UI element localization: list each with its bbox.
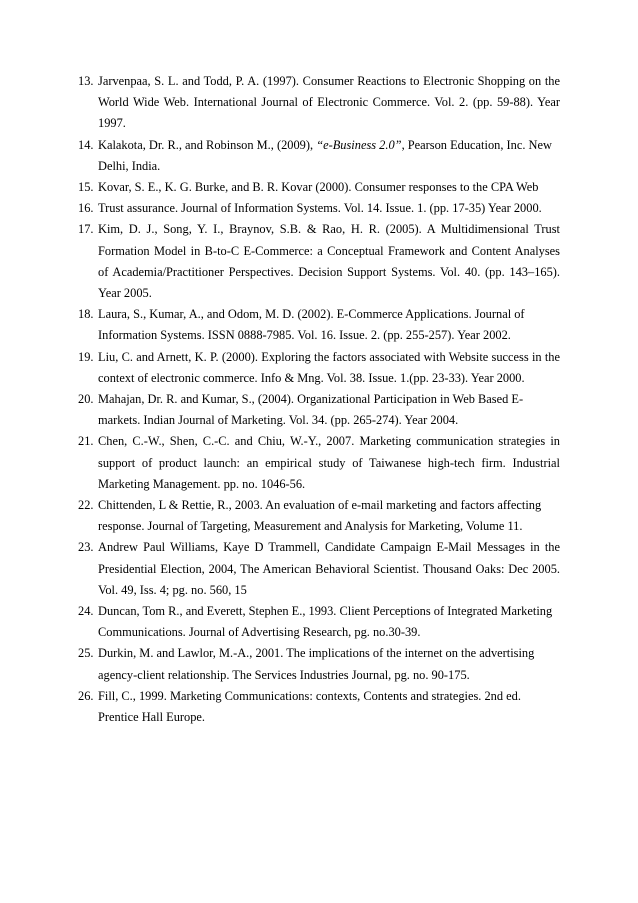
reference-title-italic: “e-Business 2.0” (316, 137, 402, 152)
reference-text: Kim, D. J., Song, Y. I., Braynov, S.B. & Rao, H. R. (2005). A Multidimensional Trust Formation Model in B-to-C E-Commerce: a Conceptual Framework and Content Analyses of Academia/Practitioner Perspectives. Decision Support Systems. Vol. 40. (pp. 143–165). Year 2005. (98, 222, 560, 301)
reference-list (78, 71, 560, 728)
reference-text: Jarvenpaa, S. L. and Todd, P. A. (1997). Consumer Reactions to Electronic Shopping on the World Wide Web. International Journal of Electronic Commerce. Vol. 2. (pp. 59-88). Year 1997. (98, 74, 560, 131)
reference-item (78, 198, 560, 219)
reference-item (78, 601, 560, 643)
reference-number: 16. (78, 201, 94, 216)
reference-number: 14. (78, 137, 94, 152)
reference-item (78, 347, 560, 389)
reference-number: 19. (78, 349, 94, 364)
reference-item (78, 304, 560, 346)
reference-number: 26. (78, 688, 94, 703)
reference-text: Chittenden, L & Rettie, R., 2003. An evaluation of e-mail marketing and factors affecting response. Journal of Targeting, Measurement and Analysis for Marketing, Volume 11. (98, 498, 542, 534)
reference-text-part: Kalakota, Dr. R., and Robinson M., (2009), (98, 137, 317, 152)
reference-item (78, 389, 560, 431)
reference-text: Andrew Paul Williams, Kaye D Trammell, Candidate Campaign E-Mail Messages in the Presidential Election, 2004, The American Behavioral Scientist. Thousand Oaks: Dec 2005. Vol. 49, Iss. 4; pg. no. 560, 15 (98, 540, 560, 597)
reference-text: Kovar, S. E., K. G. Burke, and B. R. Kovar (2000). Consumer responses to the CPA Web (98, 180, 539, 195)
reference-text-part: , Pearson Education, Inc. New Delhi, India. (98, 137, 552, 173)
reference-text (98, 135, 560, 177)
reference-number: 22. (78, 498, 94, 513)
reference-text: Chen, C.-W., Shen, C.-C. and Chiu, W.-Y., 2007. Marketing communication strategies in support of product launch: an empirical study of Taiwanese high-tech firm. Industrial Marketing Management. pp. no. 1046-56. (98, 434, 560, 491)
reference-number: 24. (78, 604, 94, 619)
reference-text: Mahajan, Dr. R. and Kumar, S., (2004). Organizational Participation in Web Based E-markets. Indian Journal of Marketing. Vol. 34. (pp. 265-274). Year 2004. (98, 392, 524, 428)
reference-item (78, 495, 560, 537)
reference-number: 13. (78, 74, 94, 88)
reference-number: 15. (78, 180, 94, 195)
reference-text: Trust assurance. Journal of Information Systems. Vol. 14. Issue. 1. (pp. 17-35) Year 2000. (98, 201, 542, 216)
reference-number: 17. (78, 222, 94, 237)
reference-item (78, 71, 560, 135)
reference-text: Fill, C., 1999. Marketing Communications: contexts, Contents and strategies. 2nd ed. Prentice Hall Europe. (98, 688, 521, 725)
reference-number: 20. (78, 392, 94, 407)
reference-text: Duncan, Tom R., and Everett, Stephen E., 1993. Client Perceptions of Integrated Marketing Communications. Journal of Advertising Research, pg. no.30-39. (98, 604, 553, 640)
reference-number: 25. (78, 646, 94, 661)
reference-number: 21. (78, 434, 94, 449)
reference-item (78, 219, 560, 304)
reference-item (78, 686, 560, 728)
reference-item (78, 431, 560, 495)
reference-number: 23. (78, 540, 94, 555)
reference-item (78, 135, 560, 177)
reference-text: Liu, C. and Arnett, K. P. (2000). Exploring the factors associated with Website success in the context of electronic commerce. Info & Mng. Vol. 38. Issue. 1.(pp. 23-33). Year 2000. (98, 349, 560, 385)
reference-text: Laura, S., Kumar, A., and Odom, M. D. (2002). E-Commerce Applications. Journal of Information Systems. ISSN 0888-7985. Vol. 16. Issue. 2. (pp. 255-257). Year 2002. (98, 307, 525, 343)
reference-number: 18. (78, 307, 94, 322)
reference-item (78, 537, 560, 601)
reference-item (78, 177, 560, 198)
reference-item (78, 643, 560, 685)
reference-text: Durkin, M. and Lawlor, M.-A., 2001. The implications of the internet on the advertising agency-client relationship. The Services Industries Journal, pg. no. 90-175. (98, 646, 535, 682)
